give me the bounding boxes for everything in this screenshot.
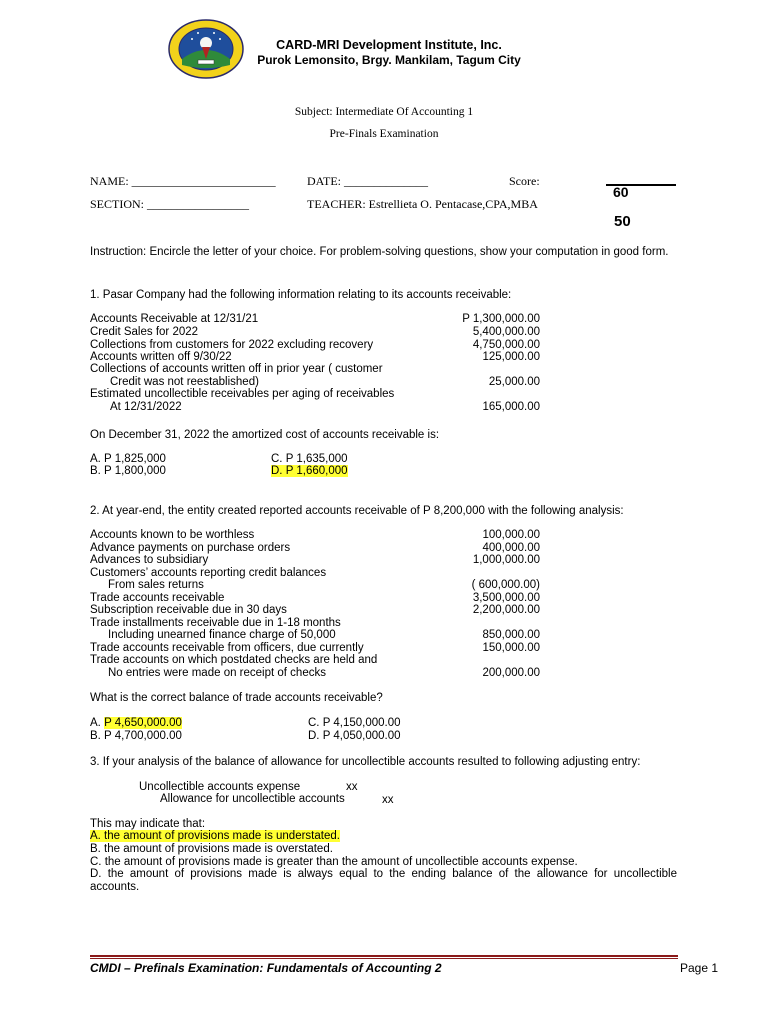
name-field: NAME: ________________________ [90, 174, 276, 188]
score-value: 50 [614, 213, 631, 230]
table-row: Trade accounts receivable 3,500,000.00 [90, 592, 540, 604]
table-row: Collections from customers for 2022 excluding recovery 4,750,000.00 [90, 339, 540, 351]
entry-credit-account: Allowance for uncollectible accounts [160, 793, 345, 805]
table-row: Estimated uncollectible receivables per aging of receivables [90, 388, 395, 400]
entry-debit-amount: xx [346, 781, 358, 793]
institution-name: CARD-MRI Development Institute, Inc. [276, 38, 502, 52]
q3-choice-d[interactable]: D. the amount of provisions made is always equal to the ending balance of the allowance for uncollectible accounts. [90, 868, 677, 893]
table-row: Including unearned finance charge of 50,000 850,000.00 [108, 629, 540, 641]
table-row: From sales returns ( 600,000.00) [108, 579, 540, 591]
q2-choice-a[interactable]: A. P 4,650,000.00 [90, 717, 182, 729]
q2-choice-c[interactable]: C. P 4,150,000.00 [308, 717, 401, 729]
date-field: DATE: ______________ [307, 174, 428, 188]
table-row: Accounts written off 9/30/22 125,000.00 [90, 351, 540, 363]
q2-choice-d[interactable]: D. P 4,050,000.00 [308, 730, 401, 742]
score-total: 60 [613, 184, 629, 200]
q1-choice-c[interactable]: C. P 1,635,000 [271, 453, 348, 465]
table-row: Customers’ accounts reporting credit balances [90, 567, 327, 579]
table-row: At 12/31/2022 165,000.00 [110, 401, 540, 413]
exam-subject: Subject: Intermediate Of Accounting 1 [294, 106, 474, 118]
table-row: Credit Sales for 2022 5,400,000.00 [90, 326, 540, 338]
table-row: Advances to subsidiary 1,000,000.00 [90, 554, 540, 566]
question-1: 1. Pasar Company had the following information relating to its accounts receivable: [90, 289, 512, 301]
question-2: 2. At year-end, the entity created reported accounts receivable of P 8,200,000 with the following analysis: [90, 505, 624, 517]
question-1-prompt: On December 31, 2022 the amortized cost of accounts receivable is: [90, 429, 440, 441]
q2-choice-b[interactable]: B. P 4,700,000.00 [90, 730, 182, 742]
q1-choice-a[interactable]: A. P 1,825,000 [90, 453, 166, 465]
table-row: Advance payments on purchase orders 400,000.00 [90, 542, 540, 554]
question-3-lead: This may indicate that: [90, 818, 206, 830]
footer-rule-thin [90, 958, 678, 959]
table-row: Subscription receivable due in 30 days 2,200,000.00 [90, 604, 540, 616]
score-label: Score: [509, 174, 540, 188]
institution-address: Purok Lemonsito, Brgy. Mankilam, Tagum City [257, 53, 521, 67]
q3-choice-c[interactable]: C. the amount of provisions made is greater than the amount of uncollectible accounts expense. [90, 856, 578, 868]
table-row: Credit was not reestablished) 25,000.00 [110, 376, 540, 388]
table-row: Trade accounts on which postdated checks are held and [90, 654, 378, 666]
section-field: SECTION: _________________ [90, 197, 249, 211]
question-3: 3. If your analysis of the balance of allowance for uncollectible accounts resulted to following adjusting entry: [90, 756, 641, 768]
table-row: Trade accounts receivable from officers, due currently 150,000.00 [90, 642, 540, 654]
page-number: Page 1 [680, 961, 719, 975]
table-row: No entries were made on receipt of checks 200,000.00 [108, 667, 540, 679]
table-row: Accounts known to be worthless 100,000.00 [90, 529, 540, 541]
q1-choice-d-highlighted[interactable]: D. P 1,660,000 [271, 465, 348, 477]
q3-choice-a-highlighted[interactable]: A. the amount of provisions made is understated. [90, 830, 340, 842]
q1-choice-b[interactable]: B. P 1,800,000 [90, 465, 166, 477]
table-row: Accounts Receivable at 12/31/21 P 1,300,000.00 [90, 313, 540, 325]
table-row: Collections of accounts written off in prior year ( customer [90, 363, 383, 375]
question-2-prompt: What is the correct balance of trade accounts receivable? [90, 692, 383, 704]
entry-debit-account: Uncollectible accounts expense [139, 781, 301, 793]
table-row: Trade installments receivable due in 1-18 months [90, 617, 341, 629]
teacher-field: TEACHER: Estrellieta O. Pentacase,CPA,MBA [307, 197, 538, 211]
q2-choice-a-highlighted: P 4,650,000.00 [104, 717, 182, 729]
footer-rule [90, 955, 678, 957]
q3-choice-b[interactable]: B. the amount of provisions made is overstated. [90, 843, 333, 855]
instruction-text: Instruction: Encircle the letter of your choice. For problem-solving questions, show your computation in good form. [90, 246, 669, 258]
entry-credit-amount: xx [382, 794, 394, 806]
exam-title: Pre-Finals Examination [329, 128, 439, 140]
footer-title: CMDI – Prefinals Examination: Fundamentals of Accounting 2 [90, 961, 442, 975]
